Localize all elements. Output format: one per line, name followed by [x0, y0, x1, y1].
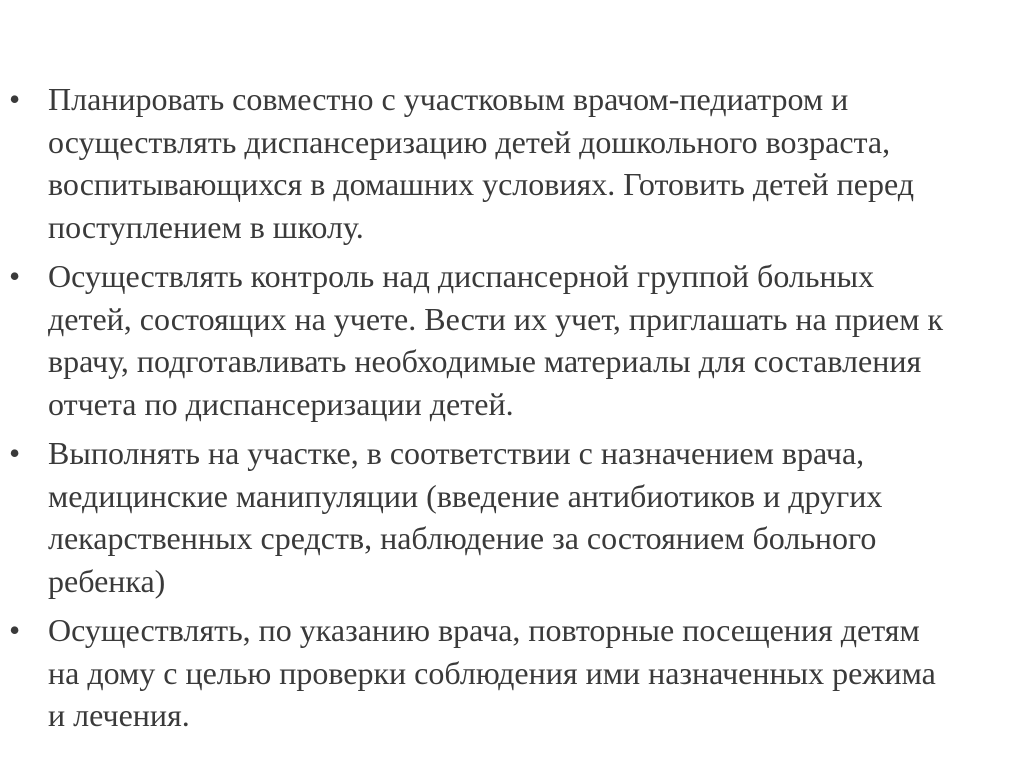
text-line: Осуществлять контроль над диспансерной группой больных — [48, 258, 875, 294]
bullet-item-3 — [0, 432, 1024, 602]
bullet-item-2 — [0, 255, 1024, 425]
bullet-item-4 — [0, 609, 1024, 737]
bullet-icon: • — [9, 81, 21, 117]
text-line: врачу, подготавливать необходимые материалы для составления — [48, 343, 922, 379]
bullet-icon: • — [9, 612, 21, 648]
text-line: ребенка) — [48, 562, 166, 599]
text-line: медицинские манипуляции (введение антибиотиков и других — [48, 477, 883, 514]
text-line: Выполнять на участке, в соответствии с назначением врача, — [48, 435, 865, 471]
bullet-list — [0, 78, 1024, 744]
text-line: лекарственных средств, наблюдение за состоянием больного — [48, 520, 877, 556]
text-line: и лечения. — [48, 697, 190, 733]
text-line: детей, состоящих на учете. Вести их учет, приглашать на прием к — [48, 300, 943, 337]
text-line: отчета по диспансеризации детей. — [48, 385, 514, 422]
text-line: Планировать совместно с участковым врачом-педиатром и — [48, 81, 849, 117]
text-line: поступлением в школу. — [48, 208, 364, 245]
text-line: воспитывающихся в домашних условиях. Готовить детей перед — [48, 166, 915, 202]
bullet-item-1 — [0, 78, 1024, 248]
text-line: осуществлять диспансеризацию детей дошкольного возраста, — [48, 123, 891, 160]
text-line: Осуществлять, по указанию врача, повторные посещения детям — [48, 612, 920, 648]
bullet-icon: • — [9, 435, 21, 471]
text-line: на дому с целью проверки соблюдения ими назначенных режима — [48, 654, 936, 691]
bullet-icon: • — [9, 258, 21, 294]
